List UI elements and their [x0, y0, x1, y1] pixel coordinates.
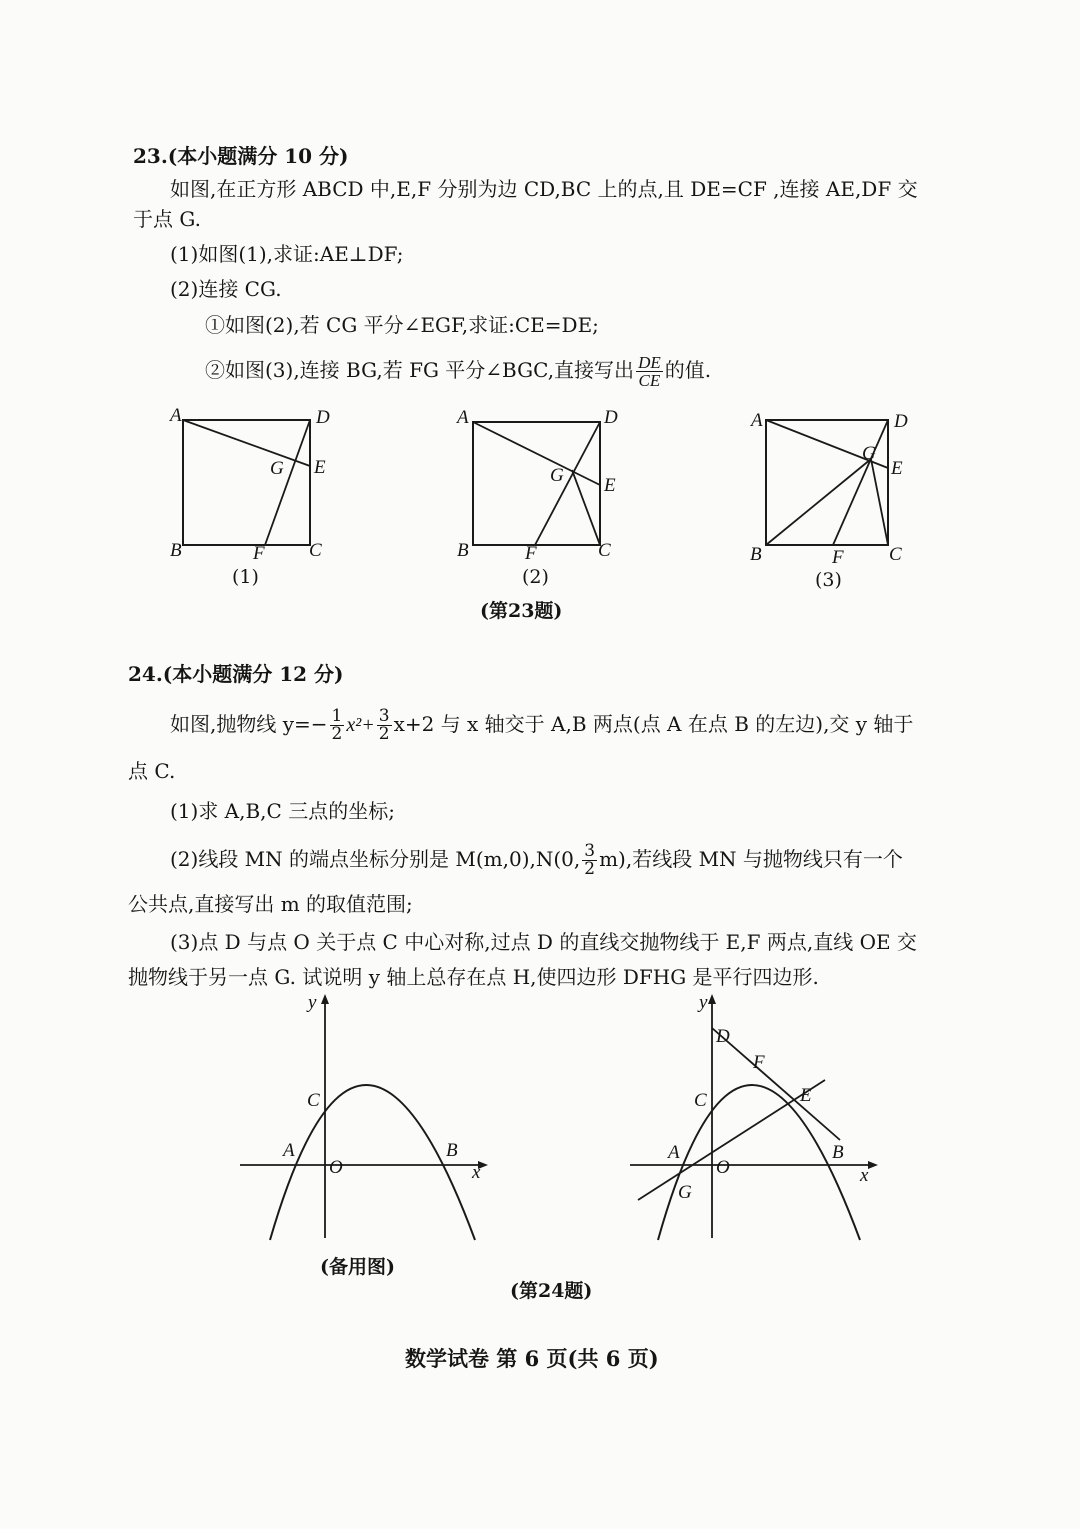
q24-right-label-c: C: [694, 1090, 707, 1111]
q24-right-label-b: B: [832, 1142, 844, 1163]
q24-right-label-e: E: [800, 1085, 812, 1106]
q23-part2b: ②如图(3),连接 BG,若 FG 平分∠BGC,直接写出 $\frac{DE}{CE}$ 的值.: [205, 353, 712, 390]
q23-f1-label-b: B: [170, 540, 182, 561]
q24-stem-cont: 点 C.: [128, 759, 176, 783]
q23-figure-caption: (第23题): [480, 600, 563, 622]
q23-f1-caption: (1): [232, 566, 259, 588]
q23-f3-caption: (3): [815, 569, 842, 591]
q23-f3-label-e: E: [891, 458, 903, 479]
q24-part1: (1)求 A,B,C 三点的坐标;: [170, 799, 395, 823]
q23-part2b-text: ②如图(3),连接 BG,若 FG 平分∠BGC,直接写出: [205, 358, 635, 382]
q23-part1: (1)如图(1),求证:AE⊥DF;: [170, 242, 404, 266]
q24-left-label-b: B: [446, 1140, 458, 1161]
q24-header: 24.(本小题满分 12 分): [128, 662, 344, 686]
q24-part3-cont: 抛物线于另一点 G. 试说明 y 轴上总存在点 H,使四边形 DFHG 是平行四边形.: [128, 965, 819, 989]
q24-frac-half: $\frac{1}{2}$: [331, 706, 343, 744]
q23-f3-label-c: C: [889, 544, 902, 565]
q23-f1-label-g: G: [270, 458, 284, 479]
q24-stem: 如图,抛物线 y=− $\frac{1}{2}$ x²+ $\frac{3}{2}$ x+2 与 x 轴交于 A,B 两点(点 A 在点 B 的左边),交 y 轴于: [170, 706, 914, 744]
q23-f2-label-c: C: [598, 540, 611, 561]
q24-part2-fraction: $\frac{3}{2}$: [584, 841, 596, 879]
q24-right-label-o: O: [716, 1157, 730, 1178]
q23-f2-caption: (2): [522, 566, 549, 588]
q24-left-caption: (备用图): [320, 1256, 395, 1278]
q24-part2: (2)线段 MN 的端点坐标分别是 M(m,0),N(0, $\frac{3}{2}$ m),若线段 MN 与抛物线只有一个: [170, 841, 903, 879]
q23-f3-label-a: A: [751, 410, 763, 431]
q23-f1-label-c: C: [309, 540, 322, 561]
q23-f2-label-e: E: [604, 475, 616, 496]
q23-f1-label-d: D: [316, 407, 330, 428]
q23-stem-cont: 于点 G.: [133, 207, 201, 231]
q24-right-label-d: D: [716, 1026, 730, 1047]
q23-f3-label-b: B: [750, 544, 762, 565]
q23-ratio-fraction: $\frac{DE}{CE}$: [638, 353, 661, 390]
q24-left-label-a: A: [283, 1140, 295, 1161]
q24-right-label-a: A: [668, 1142, 680, 1163]
q24-right-label-f: F: [753, 1052, 765, 1073]
q23-f1-label-a: A: [170, 405, 182, 426]
q24-part3: (3)点 D 与点 O 关于点 C 中心对称,过点 D 的直线交抛物线于 E,F 两点,直线 OE 交: [170, 930, 917, 954]
q24-part2-cont: 公共点,直接写出 m 的取值范围;: [128, 892, 413, 916]
q23-f2-label-d: D: [604, 407, 618, 428]
q23-f1-label-f: F: [253, 543, 265, 564]
q24-left-label-c: C: [307, 1090, 320, 1111]
q23-f2-label-b: B: [457, 540, 469, 561]
q24-figure-left: [230, 990, 500, 1250]
q24-left-label-x: x: [472, 1162, 481, 1183]
q24-left-label-y: y: [308, 992, 317, 1013]
q23-stem: 如图,在正方形 ABCD 中,E,F 分别为边 CD,BC 上的点,且 DE=CF ,连接 AE,DF 交: [170, 177, 918, 201]
q23-part2: (2)连接 CG.: [170, 277, 282, 301]
q23-f3-label-d: D: [894, 411, 908, 432]
page-footer: 数学试卷 第 6 页(共 6 页): [405, 1346, 659, 1371]
q24-figure-caption: (第24题): [510, 1280, 593, 1302]
q24-right-label-y: y: [699, 992, 708, 1013]
q23-f1-label-e: E: [314, 457, 326, 478]
q23-f2-label-f: F: [525, 543, 537, 564]
q23-f3-label-f: F: [832, 547, 844, 568]
q24-right-label-g: G: [678, 1182, 692, 1203]
q23-header: 23.(本小题满分 10 分): [133, 144, 349, 168]
q24-figure-right: [620, 990, 890, 1250]
q23-f3-label-g: G: [862, 443, 876, 464]
q24-frac-three-halves: $\frac{3}{2}$: [378, 706, 390, 744]
q23-f2-label-g: G: [550, 465, 564, 486]
q23-part2a: ①如图(2),若 CG 平分∠EGF,求证:CE=DE;: [205, 313, 599, 337]
q24-left-label-o: O: [329, 1157, 343, 1178]
q24-right-label-x: x: [860, 1165, 869, 1186]
q23-f2-label-a: A: [457, 407, 469, 428]
